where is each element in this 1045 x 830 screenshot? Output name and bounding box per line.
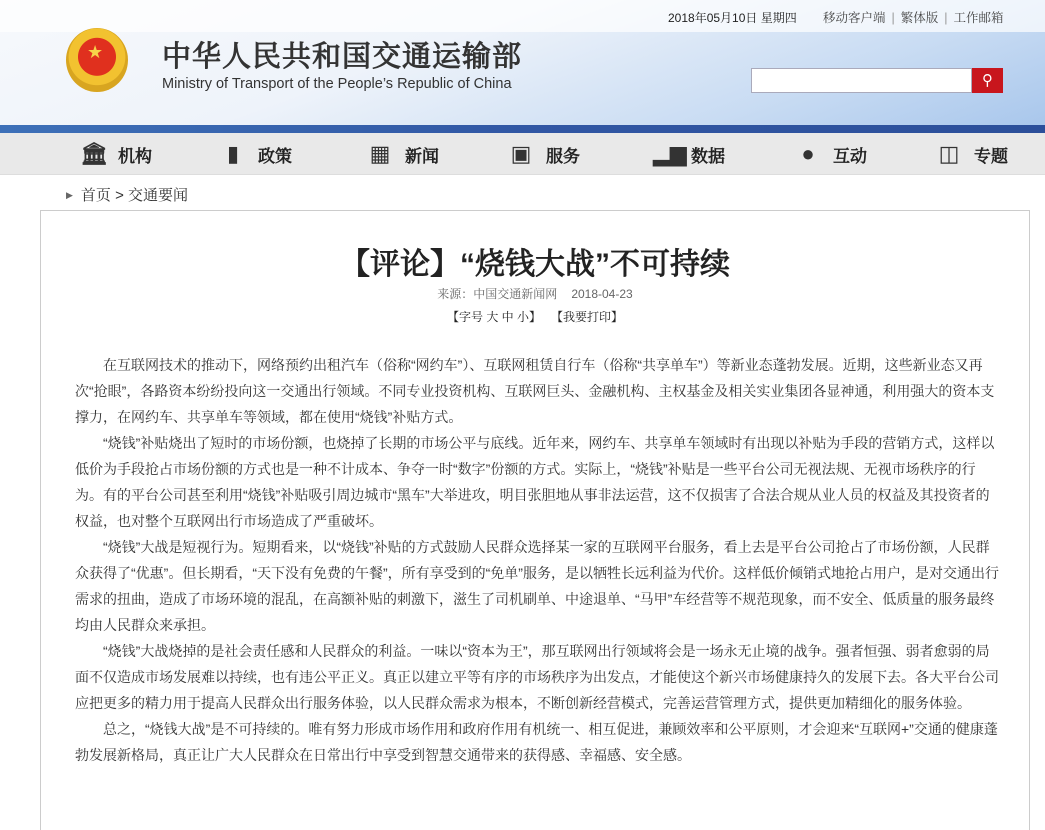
traditional-chinese-link[interactable]: 繁体版 [900, 11, 939, 25]
nav-label: 专题 [974, 146, 1008, 166]
nav-label: 政策 [258, 146, 292, 166]
article-container [40, 210, 1030, 830]
paragraph: 总之，“烧钱大战”是不可持续的。唯有努力形成市场作用和政府作用有机统一、相互促进，兼顾效率和公平原则，才会迎来“互联网+”交通的健康蓬勃发展新格局，真正让广大人民群众在日常出行中享受到智慧交通带来的获得感、幸福感、安全感。 [75, 721, 998, 763]
article-body [75, 352, 1003, 768]
breadcrumb [66, 184, 188, 205]
site-header [0, 0, 1045, 125]
paragraph: “烧钱”补贴烧出了短时的市场份额，也烧掉了长期的市场公平与底线。近年来，网约车、共享单车领域时有出现以补贴为手段的营销方式，这样以低价为手段抢占市场份额的方式也是一种不计成本、争夺一时“数字”份额的方式。实际上，“烧钱”补贴是一些平台公司无视法规、无视市场秩序的行为。有的平台公司甚至利用“烧钱”补贴吸引周边城市“黑车”大举进攻，明目张胆地从事非法运营，这不仅损害了合法合规从业人员的权益及其投资者的权益，也对整个互联网出行市场造成了严重破坏。 [75, 435, 995, 529]
calendar-icon: ▦ [369, 141, 391, 166]
top-bar [0, 0, 1045, 32]
caret-right-icon: ▶ [66, 190, 73, 200]
building-icon: 🏛 [80, 141, 108, 166]
nav-item-news[interactable] [367, 141, 439, 167]
header-stripe [0, 125, 1045, 133]
nav-label: 互动 [833, 146, 867, 166]
current-date: 2018年05月10日 星期四 [668, 11, 797, 25]
bar-chart-icon: ▂▆ [653, 141, 687, 166]
paragraph: 在互联网技术的推动下，网络预约出租汽车（俗称“网约车”）、互联网租赁自行车（俗称“共享单车”）等新业态蓬勃发展。近期，这些新业态又再次“抢眼”，各路资本纷纷投向这一交通出行领域。不同专业投资机构、互联网巨头、金融机构、主权基金及相关实业集团各显神通，利用强大的资本支撑力，在网约车、共享单车等领域，都在使用“烧钱”补贴方式。 [75, 357, 995, 425]
paragraph: “烧钱”大战是短视行为。短期看来，以“烧钱”补贴的方式鼓励人民群众选择某一家的互联网平台服务，看上去是平台公司抢占了市场份额，人民群众获得了“优惠”。但长期看，“天下没有免费的午餐”，所有享受到的“免单”服务，是以牺牲长远利益为代价。这样低价倾销式地抢占用户，是对交通出行需求的扭曲，造成了市场环境的混乱，在高额补贴的刺激下，滋生了司机刷单、中途退单、“马甲”车经营等不规范现象，而不安全、低质量的服务最终均由人民群众来承担。 [75, 539, 999, 633]
nav-item-policy[interactable] [220, 141, 292, 167]
article-source: 来源：中国交通新闻网 [437, 287, 558, 301]
font-size-control[interactable]: 【字号 大 中 小】 [446, 310, 541, 324]
article-title: 【评论】“烧钱大战”不可持续 [340, 248, 730, 281]
image-icon: ◫ [938, 141, 960, 166]
search-input[interactable] [751, 68, 972, 93]
site-title[interactable]: 中华人民共和国交通运输部 [162, 41, 523, 73]
main-nav [0, 133, 1045, 175]
national-emblem-logo[interactable] [66, 28, 128, 92]
nav-label: 服务 [546, 146, 580, 166]
nav-item-institutions[interactable] [80, 141, 152, 167]
nav-item-data[interactable] [653, 141, 725, 167]
nav-item-topics[interactable] [936, 141, 1008, 167]
nav-item-interaction[interactable] [795, 141, 867, 167]
monitor-icon: ▣ [510, 141, 532, 166]
nav-label: 新闻 [405, 146, 439, 166]
article-date: 2018-04-23 [571, 287, 633, 301]
chat-icon: ● [801, 141, 815, 166]
breadcrumb-separator: > [115, 187, 124, 204]
nav-label: 数据 [691, 146, 725, 166]
top-links: 移动客户端 | 繁体版 | 工作邮箱 [823, 11, 1004, 25]
search-button[interactable] [972, 68, 1003, 93]
mobile-client-link[interactable]: 移动客户端 [823, 11, 886, 25]
nav-item-services[interactable] [508, 141, 580, 167]
site-subtitle: Ministry of Transport of the People’s Republic of China [162, 76, 512, 92]
breadcrumb-current[interactable]: 交通要闻 [128, 187, 189, 204]
paragraph: “烧钱”大战烧掉的是社会责任感和人民群众的利益。一味以“资本为王”，那互联网出行领域将会是一场永无止境的战争。强者恒强、弱者愈弱的局面不仅造成市场发展难以持续，也有违公平正义。真正以建立平等有序的市场秩序为出发点，才能使这个新兴市场健康持久的发展下去。各大平台公司应把更多的精力用于提高人民群众出行服务体验，以人民群众需求为根本，不断创新经营模式，完善运营管理方式，提供更加精细化的服务体验。 [75, 643, 999, 711]
article-tools [41, 308, 1029, 325]
work-email-link[interactable]: 工作邮箱 [953, 11, 1004, 25]
article-meta [41, 285, 1029, 302]
folder-icon: ▮ [226, 141, 240, 166]
nav-label: 机构 [118, 146, 152, 166]
breadcrumb-home[interactable]: 首页 [80, 187, 111, 204]
search-icon: ⚲ [982, 72, 993, 89]
print-button[interactable]: 【我要打印】 [557, 310, 624, 324]
